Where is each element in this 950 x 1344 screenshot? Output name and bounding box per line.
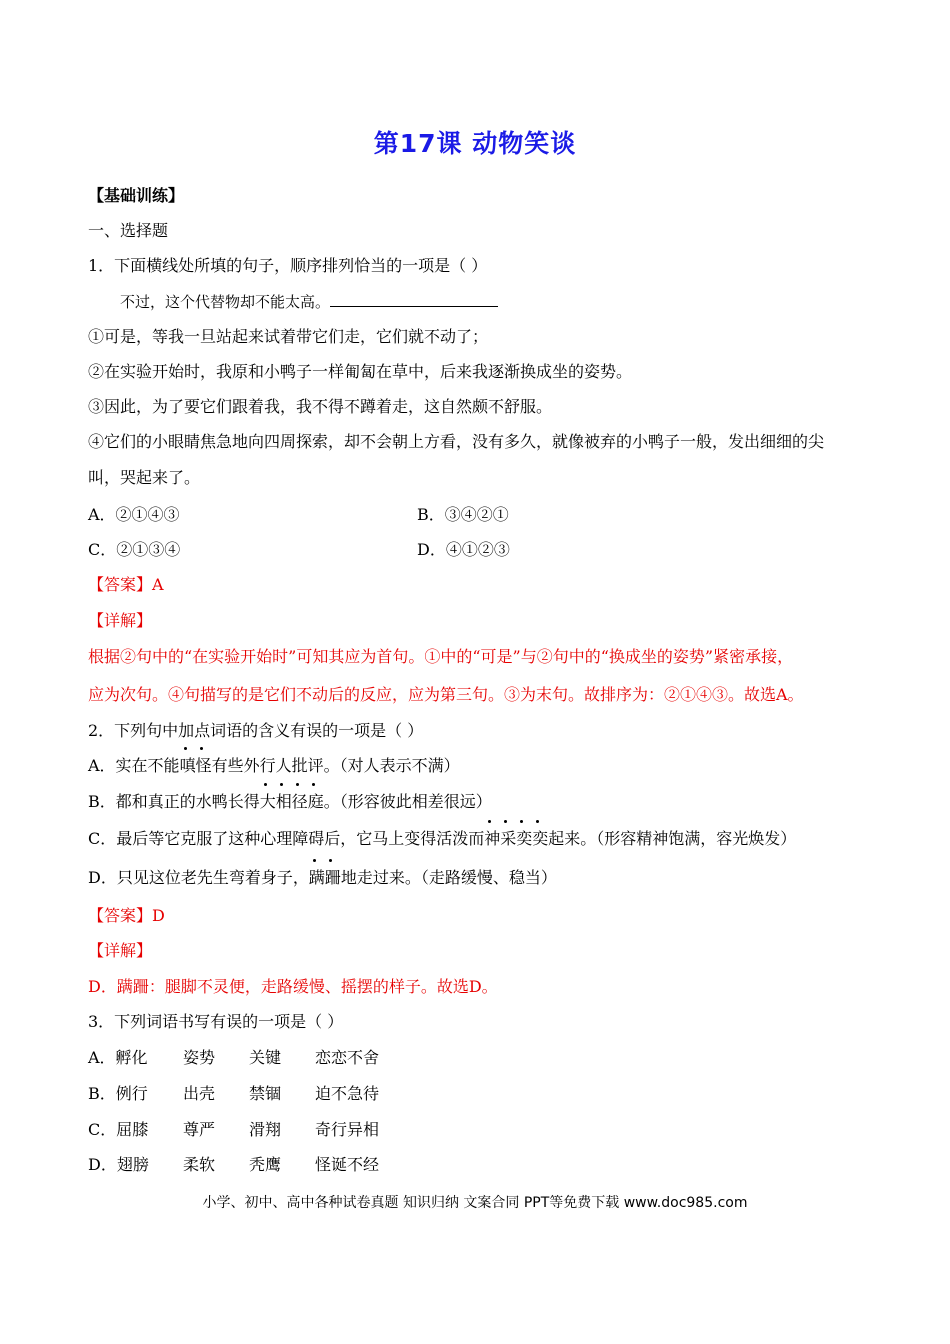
word-cell: 柔软 — [183, 1155, 216, 1174]
q1-detail-label: 【详解】 — [88, 611, 153, 630]
q3-row-a — [88, 1048, 379, 1068]
option-text: 地走过来。（走路缓慢、稳当） — [340, 868, 557, 887]
word: 嗔怪 — [179, 756, 212, 775]
q2-answer — [88, 906, 165, 926]
part-heading: 一、选择题 — [88, 221, 169, 240]
word-cell: 姿势 — [183, 1048, 216, 1067]
q1-detail-line-2: 应为次句。④句描写的是它们不动后的反应，应为第三句。③为末句。故排序为：②①④③。故选A。 — [88, 685, 804, 704]
q2-option-a — [88, 756, 460, 776]
q1-sentence-3: ③因此，为了要它们跟着我，我不得不蹲着走，这自然颇不舒服。 — [88, 397, 553, 416]
q1-sentence-4a: ④它们的小眼睛焦急地向四周探索，却不会朝上方看，没有多久，就像被弃的小鸭子一般，发出细细的尖 — [88, 432, 825, 451]
word-cell: 尊严 — [183, 1120, 216, 1139]
q3-row-d — [88, 1155, 379, 1175]
word-cell: C．屈膝 — [88, 1120, 149, 1139]
word-cell: 关键 — [249, 1048, 282, 1067]
option-text: 起来。（形容精神饱满，容光焕发） — [548, 829, 797, 848]
answer-label: 【答案】 — [88, 575, 153, 594]
emphasized-word — [309, 868, 341, 887]
option-text: 。（形容彼此相差很远） — [323, 792, 492, 811]
q2-option-d — [88, 868, 557, 888]
q1-sentence-4b: 叫，哭起来了。 — [88, 468, 201, 487]
emphasized-word — [260, 792, 324, 811]
option-text: A．实在不能 — [88, 756, 180, 775]
word-cell: 秃鹰 — [249, 1155, 282, 1174]
option-text: B．都和真正的水鸭长得 — [88, 792, 260, 811]
word-cell: B．例行 — [88, 1084, 148, 1103]
q1-quote — [120, 292, 498, 312]
q1-answer — [88, 575, 164, 595]
option-text: D．只见这位老先生弯着身子， — [88, 868, 309, 887]
word-cell: 禁锢 — [249, 1084, 282, 1103]
word-cell: 迫不急待 — [315, 1084, 380, 1103]
q2-detail-label: 【详解】 — [88, 941, 153, 960]
word-cell: D．翅膀 — [88, 1155, 149, 1174]
answer-value: D — [152, 906, 165, 925]
word-cell: A．孵化 — [88, 1048, 148, 1067]
q1-sentence-1: ①可是，等我一旦站起来试着带它们走，它们就不动了； — [88, 327, 489, 346]
word-cell: 恋恋不舍 — [315, 1048, 380, 1067]
q1-stem: 1．下面横线处所填的句子，顺序排列恰当的一项是（ ） — [88, 256, 488, 275]
lesson-title: 第17课 动物笑谈 — [373, 129, 577, 158]
q1-detail-line-1: 根据②句中的“在实验开始时”可知其应为首句。①中的“可是”与②句中的“换成坐的姿势”紧密承接， — [88, 647, 794, 666]
fill-blank — [330, 292, 498, 307]
emphasized-word — [484, 829, 548, 848]
word-cell: 奇行异相 — [315, 1120, 380, 1139]
word: 大相径庭 — [259, 792, 324, 811]
q1-option-a: A．②①④③ — [88, 505, 180, 524]
section-heading: 【基础训练】 — [88, 186, 185, 205]
answer-value: A — [152, 575, 164, 594]
word-cell: 滑翔 — [249, 1120, 282, 1139]
option-text: C．最后等它克服了这种心理障碍后，它马上变得活泼而 — [88, 829, 485, 848]
answer-label: 【答案】 — [88, 906, 153, 925]
q2-option-b — [88, 792, 492, 812]
q1-quote-text: 不过，这个代替物却不能太高。 — [120, 293, 331, 311]
q1-option-d: D．④①②③ — [417, 540, 510, 559]
q1-option-c: C．②①③④ — [88, 540, 181, 559]
page-footer: 小学、初中、高中各种试卷真题 知识归纳 文案合同 PPT等免费下载 www.doc985.com — [202, 1195, 748, 1211]
q3-row-c — [88, 1120, 379, 1140]
word: 蹒跚 — [308, 868, 341, 887]
option-text: 有些外行人批评。（对人表示不满） — [211, 756, 460, 775]
q1-option-b: B．③④②① — [417, 505, 509, 524]
word-cell: 出壳 — [183, 1084, 216, 1103]
word-cell: 怪诞不经 — [315, 1155, 380, 1174]
q3-row-b — [88, 1084, 379, 1104]
emphasized-word — [180, 756, 212, 775]
q2-option-c — [88, 829, 796, 849]
q3-stem: 3．下列词语书写有误的一项是（ ） — [88, 1012, 344, 1031]
word: 神采奕奕 — [484, 829, 549, 848]
q2-detail: D．蹒跚：腿脚不灵便，走路缓慢、摇摆的样子。故选D。 — [88, 977, 498, 996]
q2-stem: 2．下列句中加点词语的含义有误的一项是（ ） — [88, 721, 424, 740]
q1-sentence-2: ②在实验开始时，我原和小鸭子一样匍匐在草中，后来我逐渐换成坐的姿势。 — [88, 362, 633, 381]
